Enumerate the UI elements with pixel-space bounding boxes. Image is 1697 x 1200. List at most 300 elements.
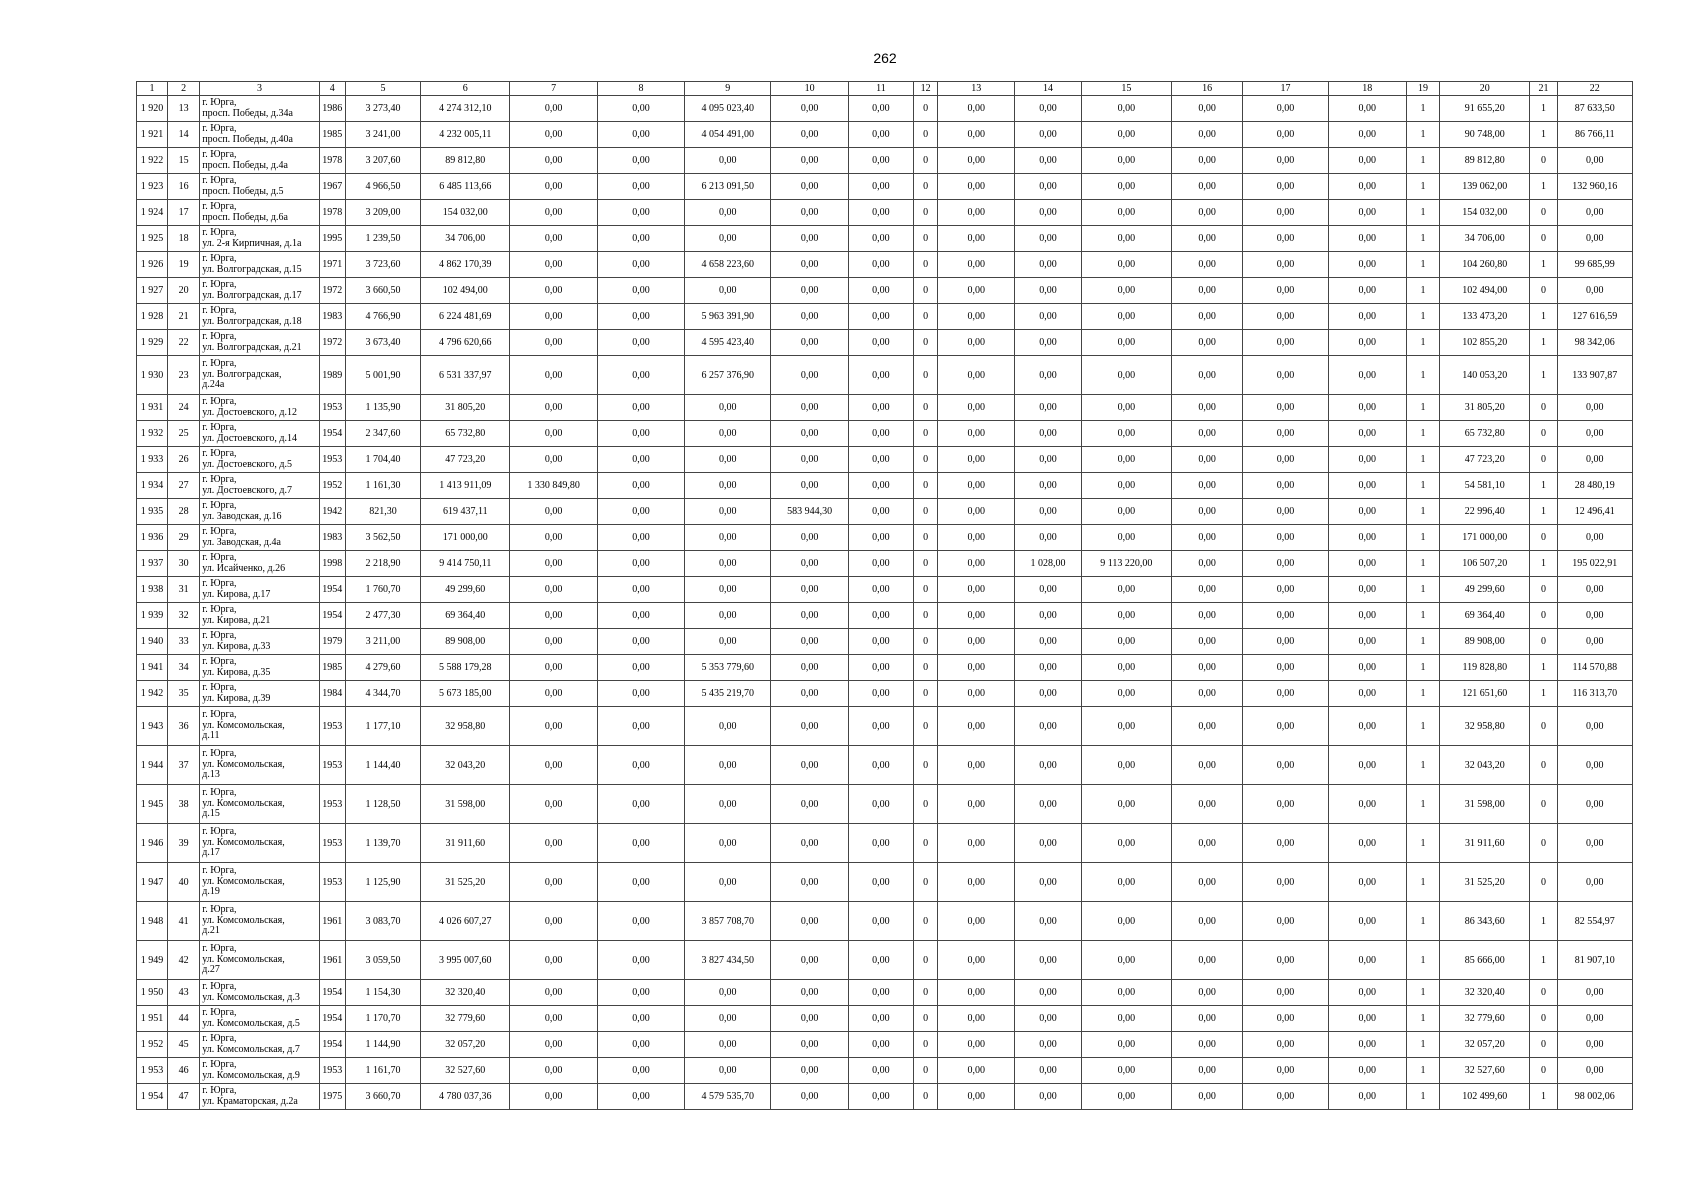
table-cell: 1 — [1406, 330, 1439, 356]
table-cell: 0,00 — [1172, 1032, 1243, 1058]
table-cell: 0,00 — [1328, 863, 1406, 902]
table-cell: 1 — [1530, 330, 1557, 356]
table-cell: 37 — [168, 746, 200, 785]
table-cell: 0,00 — [597, 785, 684, 824]
table-cell: 32 043,20 — [1440, 746, 1530, 785]
table-cell: 18 — [168, 226, 200, 252]
table-cell: 0,00 — [1243, 785, 1328, 824]
address-cell: г. Юрга, ул. Кирова, д.39 — [200, 681, 319, 707]
table-cell: 16 — [168, 174, 200, 200]
table-cell: 1 946 — [137, 824, 168, 863]
table-cell: 54 581,10 — [1440, 473, 1530, 499]
table-cell: 619 437,11 — [421, 499, 510, 525]
table-cell: 1954 — [319, 1032, 345, 1058]
table-cell: 0,00 — [938, 1032, 1015, 1058]
table-cell: 0,00 — [1081, 226, 1171, 252]
table-row — [137, 473, 1633, 499]
table-cell: 0,00 — [1015, 655, 1081, 681]
table-cell: 1 — [1406, 629, 1439, 655]
column-header: 12 — [914, 82, 938, 96]
table-cell: 0,00 — [1557, 603, 1632, 629]
table-cell: 0,00 — [1557, 421, 1632, 447]
table-cell: 0,00 — [597, 577, 684, 603]
table-cell: 0,00 — [938, 785, 1015, 824]
table-cell: 0,00 — [1081, 980, 1171, 1006]
table-cell: 0,00 — [1172, 1058, 1243, 1084]
table-cell: 0 — [1530, 200, 1557, 226]
table-cell: 0,00 — [597, 629, 684, 655]
table-cell: 0,00 — [1328, 96, 1406, 122]
table-cell: 0,00 — [1243, 746, 1328, 785]
table-cell: 0,00 — [1243, 421, 1328, 447]
table-cell: 0 — [914, 902, 938, 941]
table-cell: 1953 — [319, 746, 345, 785]
table-row — [137, 824, 1633, 863]
table-cell: 0,00 — [1015, 252, 1081, 278]
table-cell: 0 — [914, 551, 938, 577]
table-cell: 0,00 — [1328, 681, 1406, 707]
table-cell: 0 — [914, 421, 938, 447]
table-cell: 0,00 — [848, 226, 913, 252]
table-cell: 0 — [914, 603, 938, 629]
table-cell: 0,00 — [1172, 278, 1243, 304]
table-cell: 0,00 — [1243, 96, 1328, 122]
table-cell: 6 531 337,97 — [421, 356, 510, 395]
table-cell: 0,00 — [1328, 629, 1406, 655]
table-cell: 65 732,80 — [421, 421, 510, 447]
table-cell: 0,00 — [1172, 824, 1243, 863]
table-cell: 0,00 — [1081, 96, 1171, 122]
table-cell: 1 — [1406, 1058, 1439, 1084]
table-cell: 0,00 — [1328, 746, 1406, 785]
table-cell: 1953 — [319, 707, 345, 746]
table-cell: 1 — [1530, 122, 1557, 148]
table-cell: 89 812,80 — [1440, 148, 1530, 174]
table-cell: 0,00 — [597, 1032, 684, 1058]
table-cell: 0,00 — [597, 1084, 684, 1110]
table-cell: 1979 — [319, 629, 345, 655]
table-cell: 0,00 — [848, 447, 913, 473]
table-cell: 0 — [1530, 1058, 1557, 1084]
table-cell: 0,00 — [1015, 447, 1081, 473]
table-cell: 3 995 007,60 — [421, 941, 510, 980]
table-cell: 0,00 — [1243, 499, 1328, 525]
table-cell: 0,00 — [1328, 603, 1406, 629]
table-cell: 0,00 — [1015, 1006, 1081, 1032]
address-cell: г. Юрга, ул. Комсомольская, д.7 — [200, 1032, 319, 1058]
table-cell: 1 — [1406, 902, 1439, 941]
table-cell: 0,00 — [1015, 96, 1081, 122]
data-table — [136, 81, 1633, 1110]
table-cell: 89 908,00 — [1440, 629, 1530, 655]
table-cell: 1 944 — [137, 746, 168, 785]
table-cell: 1 926 — [137, 252, 168, 278]
table-cell: 0,00 — [597, 122, 684, 148]
table-cell: 0,00 — [597, 304, 684, 330]
table-cell: 0,00 — [597, 902, 684, 941]
table-cell: 1 923 — [137, 174, 168, 200]
table-cell: 0 — [914, 356, 938, 395]
table-cell: 0,00 — [1081, 499, 1171, 525]
table-cell: 1 948 — [137, 902, 168, 941]
table-cell: 15 — [168, 148, 200, 174]
table-cell: 1 — [1406, 447, 1439, 473]
table-cell: 0,00 — [1557, 1006, 1632, 1032]
table-cell: 31 525,20 — [1440, 863, 1530, 902]
address-cell: г. Юрга, ул. Комсомольская, д.13 — [200, 746, 319, 785]
address-cell: г. Юрга, ул. Исайченко, д.26 — [200, 551, 319, 577]
table-cell: 0,00 — [1328, 122, 1406, 148]
table-cell: 102 494,00 — [421, 278, 510, 304]
table-cell: 4 054 491,00 — [685, 122, 771, 148]
table-cell: 44 — [168, 1006, 200, 1032]
table-cell: 0,00 — [938, 200, 1015, 226]
table-cell: 32 527,60 — [421, 1058, 510, 1084]
table-cell: 1 — [1406, 1032, 1439, 1058]
table-cell: 0,00 — [771, 421, 848, 447]
table-cell: 0,00 — [1328, 200, 1406, 226]
table-cell: 0,00 — [1172, 200, 1243, 226]
table-cell: 0,00 — [1172, 174, 1243, 200]
table-cell: 0,00 — [1081, 1006, 1171, 1032]
table-cell: 0,00 — [510, 356, 597, 395]
table-cell: 1 — [1406, 226, 1439, 252]
table-cell: 32 057,20 — [421, 1032, 510, 1058]
table-cell: 1954 — [319, 577, 345, 603]
column-header: 5 — [345, 82, 420, 96]
table-cell: 0,00 — [685, 421, 771, 447]
table-cell: 43 — [168, 980, 200, 1006]
table-row — [137, 629, 1633, 655]
table-cell: 0 — [1530, 148, 1557, 174]
table-cell: 0,00 — [1172, 499, 1243, 525]
table-cell: 3 562,50 — [345, 525, 420, 551]
table-cell: 1 — [1406, 122, 1439, 148]
table-cell: 0,00 — [938, 655, 1015, 681]
table-cell: 36 — [168, 707, 200, 746]
table-cell: 1 927 — [137, 278, 168, 304]
table-cell: 3 059,50 — [345, 941, 420, 980]
table-cell: 0,00 — [771, 1084, 848, 1110]
table-cell: 0,00 — [1081, 824, 1171, 863]
table-cell: 1 — [1406, 525, 1439, 551]
table-cell: 0,00 — [1243, 226, 1328, 252]
table-row — [137, 278, 1633, 304]
table-cell: 0,00 — [685, 863, 771, 902]
table-row — [137, 148, 1633, 174]
table-cell: 0,00 — [1328, 577, 1406, 603]
table-cell: 1 — [1530, 356, 1557, 395]
table-cell: 23 — [168, 356, 200, 395]
table-cell: 5 963 391,90 — [685, 304, 771, 330]
address-cell: г. Юрга, ул. Комсомольская, д.9 — [200, 1058, 319, 1084]
table-cell: 0,00 — [1243, 681, 1328, 707]
table-cell: 0 — [1530, 603, 1557, 629]
address-cell: г. Юрга, просп. Победы, д.5 — [200, 174, 319, 200]
table-cell: 1983 — [319, 525, 345, 551]
table-cell: 0,00 — [1015, 330, 1081, 356]
table-cell: 0,00 — [771, 473, 848, 499]
table-cell: 0,00 — [771, 707, 848, 746]
table-cell: 0 — [1530, 746, 1557, 785]
table-cell: 1961 — [319, 941, 345, 980]
table-cell: 0,00 — [1243, 941, 1328, 980]
table-cell: 0,00 — [771, 1058, 848, 1084]
table-cell: 45 — [168, 1032, 200, 1058]
table-cell: 32 779,60 — [1440, 1006, 1530, 1032]
table-cell: 0,00 — [1243, 1032, 1328, 1058]
table-cell: 139 062,00 — [1440, 174, 1530, 200]
header-row — [137, 82, 1633, 96]
address-cell: г. Юрга, ул. Комсомольская, д.17 — [200, 824, 319, 863]
table-cell: 0,00 — [938, 525, 1015, 551]
table-cell: 0,00 — [938, 902, 1015, 941]
table-cell: 47 723,20 — [1440, 447, 1530, 473]
table-cell: 0,00 — [938, 252, 1015, 278]
table-cell: 0,00 — [771, 200, 848, 226]
table-row — [137, 499, 1633, 525]
table-cell: 1975 — [319, 1084, 345, 1110]
table-cell: 127 616,59 — [1557, 304, 1632, 330]
table-cell: 89 908,00 — [421, 629, 510, 655]
address-cell: г. Юрга, ул. Краматорская, д.2а — [200, 1084, 319, 1110]
table-cell: 31 — [168, 577, 200, 603]
table-cell: 0,00 — [1243, 278, 1328, 304]
table-cell: 0,00 — [1557, 1058, 1632, 1084]
table-cell: 0,00 — [1243, 577, 1328, 603]
table-cell: 1953 — [319, 395, 345, 421]
table-cell: 32 320,40 — [1440, 980, 1530, 1006]
table-cell: 1954 — [319, 421, 345, 447]
table-cell: 0,00 — [1081, 200, 1171, 226]
table-cell: 1953 — [319, 824, 345, 863]
table-cell: 0,00 — [771, 902, 848, 941]
address-cell: г. Юрга, просп. Победы, д.4а — [200, 148, 319, 174]
table-cell: 0,00 — [848, 330, 913, 356]
table-cell: 6 257 376,90 — [685, 356, 771, 395]
table-cell: 4 026 607,27 — [421, 902, 510, 941]
table-row — [137, 122, 1633, 148]
table-cell: 3 207,60 — [345, 148, 420, 174]
table-cell: 0,00 — [848, 629, 913, 655]
table-cell: 0 — [914, 473, 938, 499]
column-header: 1 — [137, 82, 168, 96]
table-cell: 1953 — [319, 863, 345, 902]
table-cell: 2 477,30 — [345, 603, 420, 629]
table-cell: 1 — [1406, 148, 1439, 174]
table-cell: 0 — [914, 96, 938, 122]
table-cell: 12 496,41 — [1557, 499, 1632, 525]
table-cell: 0,00 — [1172, 941, 1243, 980]
table-cell: 49 299,60 — [1440, 577, 1530, 603]
table-row — [137, 1084, 1633, 1110]
table-cell: 0 — [914, 447, 938, 473]
table-cell: 132 960,16 — [1557, 174, 1632, 200]
table-cell: 0,00 — [1081, 447, 1171, 473]
table-cell: 0,00 — [848, 941, 913, 980]
table-cell: 49 299,60 — [421, 577, 510, 603]
table-cell: 1 — [1406, 499, 1439, 525]
column-header: 20 — [1440, 82, 1530, 96]
table-cell: 0,00 — [1328, 824, 1406, 863]
table-cell: 0,00 — [1015, 174, 1081, 200]
table-cell: 0,00 — [771, 785, 848, 824]
table-cell: 583 944,30 — [771, 499, 848, 525]
table-cell: 0,00 — [510, 122, 597, 148]
table-cell: 0,00 — [1081, 863, 1171, 902]
table-cell: 1995 — [319, 226, 345, 252]
table-cell: 32 043,20 — [421, 746, 510, 785]
table-cell: 3 673,40 — [345, 330, 420, 356]
table-cell: 1998 — [319, 551, 345, 577]
table-cell: 82 554,97 — [1557, 902, 1632, 941]
table-cell: 3 273,40 — [345, 96, 420, 122]
table-cell: 0,00 — [1081, 629, 1171, 655]
table-cell: 0,00 — [1243, 1084, 1328, 1110]
table-cell: 1978 — [319, 200, 345, 226]
table-cell: 0,00 — [771, 681, 848, 707]
table-cell: 0,00 — [1015, 785, 1081, 824]
table-cell: 31 911,60 — [421, 824, 510, 863]
table-cell: 0,00 — [510, 629, 597, 655]
table-cell: 1 932 — [137, 421, 168, 447]
table-cell: 33 — [168, 629, 200, 655]
table-cell: 0,00 — [685, 577, 771, 603]
table-cell: 0,00 — [1243, 980, 1328, 1006]
table-cell: 0,00 — [938, 863, 1015, 902]
table-cell: 154 032,00 — [1440, 200, 1530, 226]
table-cell: 0,00 — [597, 824, 684, 863]
table-cell: 1 144,40 — [345, 746, 420, 785]
table-cell: 81 907,10 — [1557, 941, 1632, 980]
table-cell: 0,00 — [848, 499, 913, 525]
table-cell: 1989 — [319, 356, 345, 395]
table-cell: 0,00 — [938, 707, 1015, 746]
table-cell: 0,00 — [1557, 525, 1632, 551]
table-cell: 0,00 — [771, 629, 848, 655]
table-cell: 0,00 — [597, 1058, 684, 1084]
table-cell: 4 095 023,40 — [685, 96, 771, 122]
table-cell: 0,00 — [848, 577, 913, 603]
table-row — [137, 525, 1633, 551]
table-cell: 0,00 — [771, 330, 848, 356]
table-cell: 0,00 — [1081, 304, 1171, 330]
address-cell: г. Юрга, ул. Комсомольская, д.19 — [200, 863, 319, 902]
table-cell: 4 796 620,66 — [421, 330, 510, 356]
table-cell: 1 — [1406, 980, 1439, 1006]
table-cell: 0,00 — [848, 304, 913, 330]
table-cell: 1 925 — [137, 226, 168, 252]
table-cell: 1 936 — [137, 525, 168, 551]
table-cell: 0,00 — [597, 356, 684, 395]
table-cell: 1 760,70 — [345, 577, 420, 603]
table-row — [137, 174, 1633, 200]
table-cell: 0 — [914, 278, 938, 304]
table-cell: 99 685,99 — [1557, 252, 1632, 278]
table-cell: 0 — [914, 1032, 938, 1058]
table-cell: 34 706,00 — [1440, 226, 1530, 252]
table-cell: 0,00 — [1328, 1006, 1406, 1032]
table-cell: 4 232 005,11 — [421, 122, 510, 148]
address-cell: г. Юрга, ул. Кирова, д.33 — [200, 629, 319, 655]
table-cell: 1 — [1406, 1006, 1439, 1032]
address-cell: г. Юрга, ул. 2-я Кирпичная, д.1а — [200, 226, 319, 252]
table-cell: 0 — [914, 499, 938, 525]
table-cell: 1 954 — [137, 1084, 168, 1110]
table-row — [137, 902, 1633, 941]
table-cell: 0,00 — [1243, 356, 1328, 395]
table-cell: 0,00 — [1557, 447, 1632, 473]
table-cell: 0,00 — [1015, 148, 1081, 174]
table-cell: 25 — [168, 421, 200, 447]
table-cell: 0,00 — [771, 525, 848, 551]
table-cell: 0,00 — [1328, 421, 1406, 447]
table-cell: 0,00 — [1172, 395, 1243, 421]
column-header: 19 — [1406, 82, 1439, 96]
table-cell: 0,00 — [1015, 746, 1081, 785]
table-cell: 0,00 — [771, 1006, 848, 1032]
table-cell: 0,00 — [771, 551, 848, 577]
table-cell: 0,00 — [938, 499, 1015, 525]
table-cell: 0,00 — [597, 525, 684, 551]
table-cell: 0,00 — [1243, 629, 1328, 655]
table-cell: 47 723,20 — [421, 447, 510, 473]
table-cell: 0,00 — [1328, 902, 1406, 941]
table-cell: 821,30 — [345, 499, 420, 525]
table-row — [137, 1058, 1633, 1084]
table-cell: 0,00 — [1243, 902, 1328, 941]
table-cell: 32 958,80 — [1440, 707, 1530, 746]
table-cell: 1 — [1406, 421, 1439, 447]
table-cell: 0 — [914, 395, 938, 421]
table-cell: 0,00 — [771, 96, 848, 122]
table-cell: 1 937 — [137, 551, 168, 577]
table-row — [137, 577, 1633, 603]
table-cell: 0,00 — [597, 96, 684, 122]
table-cell: 0,00 — [1172, 655, 1243, 681]
table-cell: 0,00 — [1081, 330, 1171, 356]
table-cell: 0,00 — [510, 1058, 597, 1084]
table-cell: 32 527,60 — [1440, 1058, 1530, 1084]
table-cell: 0,00 — [1081, 746, 1171, 785]
table-cell: 0,00 — [1243, 863, 1328, 902]
table-cell: 0,00 — [1081, 1084, 1171, 1110]
table-row — [137, 603, 1633, 629]
table-cell: 0 — [914, 746, 938, 785]
table-cell: 1 413 911,09 — [421, 473, 510, 499]
table-cell: 1 951 — [137, 1006, 168, 1032]
table-cell: 0,00 — [848, 824, 913, 863]
table-cell: 32 958,80 — [421, 707, 510, 746]
table-cell: 0,00 — [938, 356, 1015, 395]
table-cell: 0,00 — [597, 447, 684, 473]
table-cell: 1 939 — [137, 603, 168, 629]
table-cell: 0,00 — [771, 980, 848, 1006]
table-cell: 0,00 — [848, 655, 913, 681]
table-row — [137, 707, 1633, 746]
table-cell: 0,00 — [510, 746, 597, 785]
table-cell: 133 473,20 — [1440, 304, 1530, 330]
table-cell: 0,00 — [1015, 473, 1081, 499]
table-cell: 0,00 — [1557, 278, 1632, 304]
table-cell: 0,00 — [510, 785, 597, 824]
table-cell: 39 — [168, 824, 200, 863]
table-cell: 140 053,20 — [1440, 356, 1530, 395]
table-cell: 0 — [1530, 629, 1557, 655]
table-cell: 0,00 — [938, 551, 1015, 577]
table-cell: 32 — [168, 603, 200, 629]
column-header: 17 — [1243, 82, 1328, 96]
